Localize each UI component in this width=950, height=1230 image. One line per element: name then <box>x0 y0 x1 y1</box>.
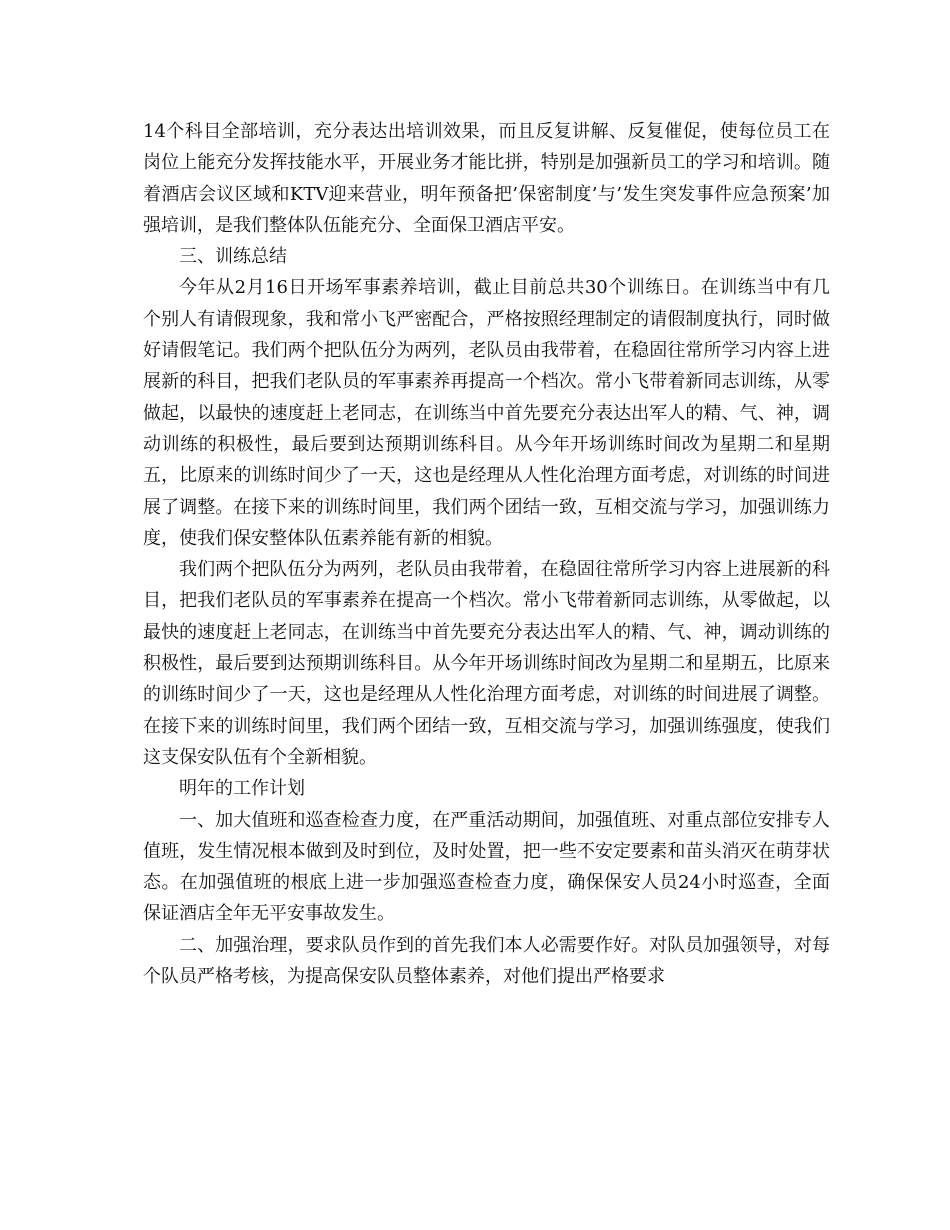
paragraph-plan-item-1: 一、加大值班和巡查检查力度，在严重活动期间，加强值班、对重点部位安排专人值班，发生情况根本做到及时到位，及时处置，把一些不安定要素和苗头消灭在萌芽状态。在加强值班的根底上进一步加强巡查检查力度，确保保安人员24小时巡查，全面保证酒店全年无平安事故发生。 <box>143 809 830 925</box>
document-body <box>143 116 830 992</box>
paragraph-training-continuation: 14个科目全部培训，充分表达出培训效果，而且反复讲解、反复催促，使每位员工在岗位上能充分发挥技能水平，开展业务才能比拼，特别是加强新员工的学习和培训。随着酒店会议区域和KTV迎来营业，明年预备把’保密制度’与’发生突发事件应急预案’加强培训，是我们整体队伍能充分、全面保卫酒店平安。 <box>143 121 830 236</box>
section-heading-next-year-plan: 明年的工作计划 <box>179 778 305 800</box>
paragraph-training-summary: 今年从2月16日开场军事素养培训，截止目前总共30个训练日。在训练当中有几个别人有请假现象，我和常小飞严密配合，严格按照经理制定的请假制度执行，同时做好请假笔记。我们两个把队伍分为两列，老队员由我带着，在稳固往常所学习内容上进展新的科目，把我们老队员的军事素养再提高一个档次。常小飞带着新同志训练，从零做起，以最快的速度赶上老同志，在训练当中首先要充分表达出军人的精、气、神，调动训练的积极性，最后要到达预期训练科目。从今年开场训练时间改为星期二和星期五，比原来的训练时间少了一天，这也是经理从人性化治理方面考虑，对训练的时间进展了调整。在接下来的训练时间里，我们两个团结一致，互相交流与学习，加强训练力度，使我们保安整体队伍素养能有新的相貌。 <box>143 277 830 549</box>
paragraph-plan-item-2: 二、加强治理，要求队员作到的首先我们本人必需要作好。对队员加强领导，对每个队员严格考核，为提高保安队员整体素养，对他们提出严格要求 <box>143 934 830 988</box>
paragraph-team-division: 我们两个把队伍分为两列，老队员由我带着，在稳固往常所学习内容上进展新的科目，把我们老队员的军事素养在提高一个档次。常小飞带着新同志训练，从零做起，以最快的速度赶上老同志，在训练当中首先要充分表达出军人的精、气、神，调动训练的积极性，最后要到达预期训练科目。从今年开场训练时间改为星期二和星期五，比原来的训练时间少了一天，这也是经理从人性化治理方面考虑，对训练的时间进展了调整。在接下来的训练时间里，我们两个团结一致，互相交流与学习，加强训练强度，使我们这支保安队伍有个全新相貌。 <box>143 559 830 768</box>
section-heading-training-summary: 三、训练总结 <box>179 246 287 268</box>
